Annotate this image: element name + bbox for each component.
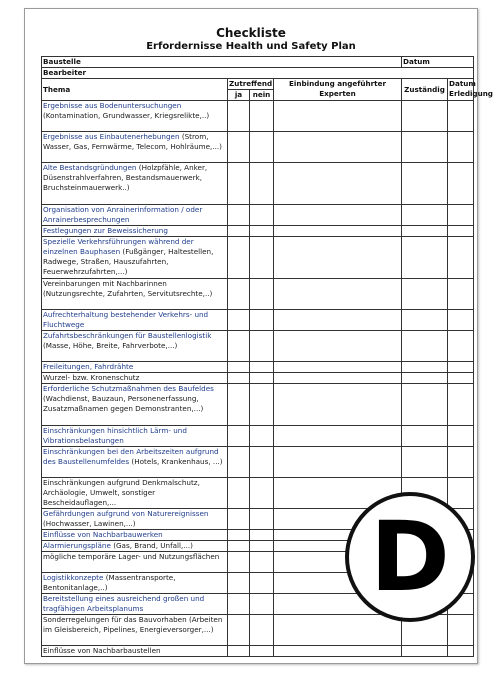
badge-letter: D xyxy=(370,501,450,613)
checklist-row xyxy=(42,279,474,310)
topic-cell xyxy=(42,509,228,530)
col-header-no: nein xyxy=(250,90,274,101)
yes-cell[interactable] xyxy=(228,310,250,331)
topic-title: Alarmierungspläne xyxy=(43,541,111,550)
no-cell[interactable] xyxy=(250,237,274,279)
yes-cell[interactable] xyxy=(228,552,250,573)
experts-cell[interactable] xyxy=(274,237,402,279)
checklist-row xyxy=(42,373,474,384)
experts-cell[interactable] xyxy=(274,101,402,132)
responsible-cell[interactable] xyxy=(402,362,448,373)
no-cell[interactable] xyxy=(250,573,274,594)
no-cell[interactable] xyxy=(250,373,274,384)
no-cell[interactable] xyxy=(250,646,274,657)
responsible-cell[interactable] xyxy=(402,447,448,478)
topic-title: Ergebnisse aus Einbautenerhebungen xyxy=(43,132,180,141)
experts-cell[interactable] xyxy=(274,331,402,362)
topic-title: Bereitstellung eines ausreichend großen und tragfähigen Arbeitsplanums xyxy=(43,594,205,613)
topic-detail: (Masse, Höhe, Breite, Fahrverbote,...) xyxy=(43,341,178,350)
no-cell[interactable] xyxy=(250,205,274,226)
date-field[interactable]: Datum xyxy=(402,57,474,68)
topic-cell xyxy=(42,310,228,331)
topic-title: Einflüsse von Nachbarbauwerken xyxy=(43,530,163,539)
topic-title: Freileitungen, Fahrdrähte xyxy=(43,362,134,371)
yes-cell[interactable] xyxy=(228,384,250,426)
topic-title: Aufrechterhaltung bestehender Verkehrs- und Fluchtwege xyxy=(43,310,209,329)
no-cell[interactable] xyxy=(250,226,274,237)
topic-title: Alte Bestandsgründungen xyxy=(43,163,137,172)
topic-cell xyxy=(42,101,228,132)
yes-cell[interactable] xyxy=(228,541,250,552)
done-date-cell[interactable] xyxy=(448,226,474,237)
responsible-cell[interactable] xyxy=(402,331,448,362)
experts-cell[interactable] xyxy=(274,615,402,646)
topic-cell xyxy=(42,373,228,384)
no-cell[interactable] xyxy=(250,132,274,163)
topic-cell xyxy=(42,552,228,573)
done-date-cell[interactable] xyxy=(448,615,474,646)
yes-cell[interactable] xyxy=(228,646,250,657)
col-header-yes: ja xyxy=(228,90,250,101)
done-date-cell[interactable] xyxy=(448,237,474,279)
no-cell[interactable] xyxy=(250,426,274,447)
topic-detail: (Massentransporte, Bentonitanlage,..) xyxy=(43,573,176,592)
yes-cell[interactable] xyxy=(228,237,250,279)
page-subtitle: Erfordernisse Health und Safety Plan xyxy=(146,41,356,52)
no-cell[interactable] xyxy=(250,594,274,615)
done-date-cell[interactable] xyxy=(448,132,474,163)
yes-cell[interactable] xyxy=(228,226,250,237)
done-date-cell[interactable] xyxy=(448,279,474,310)
done-date-cell[interactable] xyxy=(448,163,474,205)
no-cell[interactable] xyxy=(250,530,274,541)
topic-title: Ergebnisse aus Bodenuntersuchungen xyxy=(43,101,182,110)
responsible-cell[interactable] xyxy=(402,384,448,426)
done-date-cell[interactable] xyxy=(448,331,474,362)
topic-title: Gefährdungen aufgrund von Naturereignissen xyxy=(43,509,209,518)
responsible-cell[interactable] xyxy=(402,373,448,384)
topic-title: Zufahrtsbeschränkungen für Baustellenlogistik xyxy=(43,331,212,340)
no-cell[interactable] xyxy=(250,541,274,552)
topic-cell xyxy=(42,478,228,509)
topic-title: Logistikkonzepte xyxy=(43,573,104,582)
col-header-experts: Einbindung angeführter Experten xyxy=(274,79,402,101)
checklist-row xyxy=(42,331,474,362)
topic-cell xyxy=(42,573,228,594)
topic-cell xyxy=(42,205,228,226)
topic-detail: (Hotels, Krankenhaus, ...) xyxy=(131,457,223,466)
responsible-cell[interactable] xyxy=(402,646,448,657)
no-cell[interactable] xyxy=(250,509,274,530)
yes-cell[interactable] xyxy=(228,594,250,615)
experts-cell[interactable] xyxy=(274,163,402,205)
topic-detail: (Hochwasser, Lawinen,...) xyxy=(43,519,136,528)
checklist-row xyxy=(42,101,474,132)
responsible-cell[interactable] xyxy=(402,426,448,447)
done-date-cell[interactable] xyxy=(448,447,474,478)
topic-detail: Wurzel- bzw. Kronenschutz xyxy=(43,373,140,382)
experts-cell[interactable] xyxy=(274,279,402,310)
experts-cell[interactable] xyxy=(274,226,402,237)
topic-detail: (Kontamination, Grundwasser, Kriegsrelikte,..) xyxy=(43,111,210,120)
responsible-cell[interactable] xyxy=(402,163,448,205)
checklist-row xyxy=(42,426,474,447)
experts-cell[interactable] xyxy=(274,447,402,478)
checklist-row xyxy=(42,132,474,163)
done-date-cell[interactable] xyxy=(448,101,474,132)
experts-cell[interactable] xyxy=(274,132,402,163)
yes-cell[interactable] xyxy=(228,478,250,509)
editor-field[interactable]: Bearbeiter xyxy=(42,68,474,79)
experts-cell[interactable] xyxy=(274,646,402,657)
done-date-cell[interactable] xyxy=(448,646,474,657)
topic-detail: Einflüsse von Nachbarbaustellen xyxy=(43,646,161,655)
no-cell[interactable] xyxy=(250,310,274,331)
topic-detail: Vereinbarungen mit Nachbarinnen (Nutzungsrechte, Zufahrten, Servitutsrechte,..) xyxy=(43,279,213,298)
checklist-row xyxy=(42,384,474,426)
topic-title: Einschränkungen hinsichtlich Lärm- und Vibrationsbelastungen xyxy=(43,426,187,445)
no-cell[interactable] xyxy=(250,552,274,573)
done-date-cell[interactable] xyxy=(448,384,474,426)
topic-detail: Sonderregelungen für das Bauvorhaben (Arbeiten im Gleisbereich, Pipelines, Energieversorger,...) xyxy=(43,615,223,634)
done-date-cell[interactable] xyxy=(448,478,474,509)
col-header-topic: Thema xyxy=(42,79,228,101)
experts-cell[interactable] xyxy=(274,310,402,331)
topic-cell xyxy=(42,279,228,310)
experts-cell[interactable] xyxy=(274,426,402,447)
col-header-applicable: Zutreffend xyxy=(229,79,273,88)
no-cell[interactable] xyxy=(250,615,274,646)
topic-title: Erforderliche Schutzmaßnahmen des Baufeldes xyxy=(43,384,214,393)
no-cell[interactable] xyxy=(250,478,274,509)
topic-cell xyxy=(42,646,228,657)
no-cell[interactable] xyxy=(250,279,274,310)
yes-cell[interactable] xyxy=(228,373,250,384)
topic-detail: (Holzpfähle, Anker, Düsenstrahlverfahren, Bestandsmauerwerk, Bruchsteinmauerwerk..) xyxy=(43,163,208,192)
checklist-row xyxy=(42,237,474,279)
yes-cell[interactable] xyxy=(228,530,250,541)
experts-cell[interactable] xyxy=(274,373,402,384)
yes-cell[interactable] xyxy=(228,163,250,205)
topic-cell xyxy=(42,384,228,426)
topic-cell xyxy=(42,530,228,541)
yes-cell[interactable] xyxy=(228,447,250,478)
responsible-cell[interactable] xyxy=(402,279,448,310)
checklist-row xyxy=(42,447,474,478)
yes-cell[interactable] xyxy=(228,101,250,132)
topic-cell xyxy=(42,237,228,279)
no-cell[interactable] xyxy=(250,384,274,426)
topic-cell xyxy=(42,163,228,205)
checklist-row xyxy=(42,226,474,237)
topic-title: Spezielle Verkehrsführungen während der einzelnen Bauphasen xyxy=(43,237,194,256)
responsible-cell[interactable] xyxy=(402,226,448,237)
no-cell[interactable] xyxy=(250,331,274,362)
checklist-row xyxy=(42,310,474,331)
topic-cell xyxy=(42,426,228,447)
topic-detail: (Strom, Wasser, Gas, Fernwärme, Telecom, Hohlräume,...) xyxy=(43,132,222,151)
checklist-row xyxy=(42,646,474,657)
yes-cell[interactable] xyxy=(228,205,250,226)
yes-cell[interactable] xyxy=(228,362,250,373)
yes-cell[interactable] xyxy=(228,615,250,646)
language-badge-d xyxy=(345,492,475,622)
responsible-cell[interactable] xyxy=(402,205,448,226)
page-title: Checkliste xyxy=(216,26,286,40)
done-date-cell[interactable] xyxy=(448,373,474,384)
responsible-cell[interactable] xyxy=(402,310,448,331)
topic-title: Einschränkungen bei den Arbeitszeiten aufgrund des Baustellenumfeldes xyxy=(43,447,219,466)
checklist-row xyxy=(42,362,474,373)
no-cell[interactable] xyxy=(250,163,274,205)
topic-cell xyxy=(42,362,228,373)
done-date-cell[interactable] xyxy=(448,362,474,373)
topic-title: Festlegungen zur Beweissicherung xyxy=(43,226,168,235)
no-cell[interactable] xyxy=(250,101,274,132)
yes-cell[interactable] xyxy=(228,132,250,163)
topic-detail: (Fußgänger, Haltestellen, Radwege, Straßen, Hauszufahrten, Feuerwehrzufahrten,...) xyxy=(43,247,214,276)
yes-cell[interactable] xyxy=(228,573,250,594)
responsible-cell[interactable] xyxy=(402,132,448,163)
done-date-cell[interactable] xyxy=(448,426,474,447)
topic-detail: mögliche temporäre Lager- und Nutzungsflächen xyxy=(43,552,220,561)
experts-cell[interactable] xyxy=(274,362,402,373)
topic-cell xyxy=(42,447,228,478)
topic-cell xyxy=(42,132,228,163)
experts-cell[interactable] xyxy=(274,205,402,226)
checklist-row xyxy=(42,205,474,226)
topic-cell xyxy=(42,541,228,552)
topic-cell xyxy=(42,226,228,237)
responsible-cell[interactable] xyxy=(402,237,448,279)
topic-title: Organisation von Anrainerinformation / oder Anrainerbesprechungen xyxy=(43,205,203,224)
yes-cell[interactable] xyxy=(228,426,250,447)
site-field[interactable]: Baustelle xyxy=(42,57,402,68)
topic-cell xyxy=(42,331,228,362)
responsible-cell[interactable] xyxy=(402,101,448,132)
done-date-cell[interactable] xyxy=(448,310,474,331)
yes-cell[interactable] xyxy=(228,331,250,362)
topic-detail: (Wachdienst, Bauzaun, Personenerfassung, Zusatzmaßnamen gegen Demonstranten,...) xyxy=(43,394,204,413)
no-cell[interactable] xyxy=(250,447,274,478)
checklist-row xyxy=(42,163,474,205)
checklist-sheet xyxy=(24,8,493,664)
topic-cell xyxy=(42,594,228,615)
yes-cell[interactable] xyxy=(228,509,250,530)
no-cell[interactable] xyxy=(250,362,274,373)
col-header-responsible: Zuständig xyxy=(402,79,448,101)
topic-cell xyxy=(42,615,228,646)
topic-detail: (Gas, Brand, Unfall,...) xyxy=(113,541,193,550)
done-date-cell[interactable] xyxy=(448,205,474,226)
experts-cell[interactable] xyxy=(274,384,402,426)
topic-detail: Einschränkungen aufgrund Denkmalschutz, Archäologie, Umwelt, sonstiger Bescheidauflagen,... xyxy=(43,478,200,507)
col-header-done-date: Datum Erledigung xyxy=(448,79,474,101)
yes-cell[interactable] xyxy=(228,279,250,310)
